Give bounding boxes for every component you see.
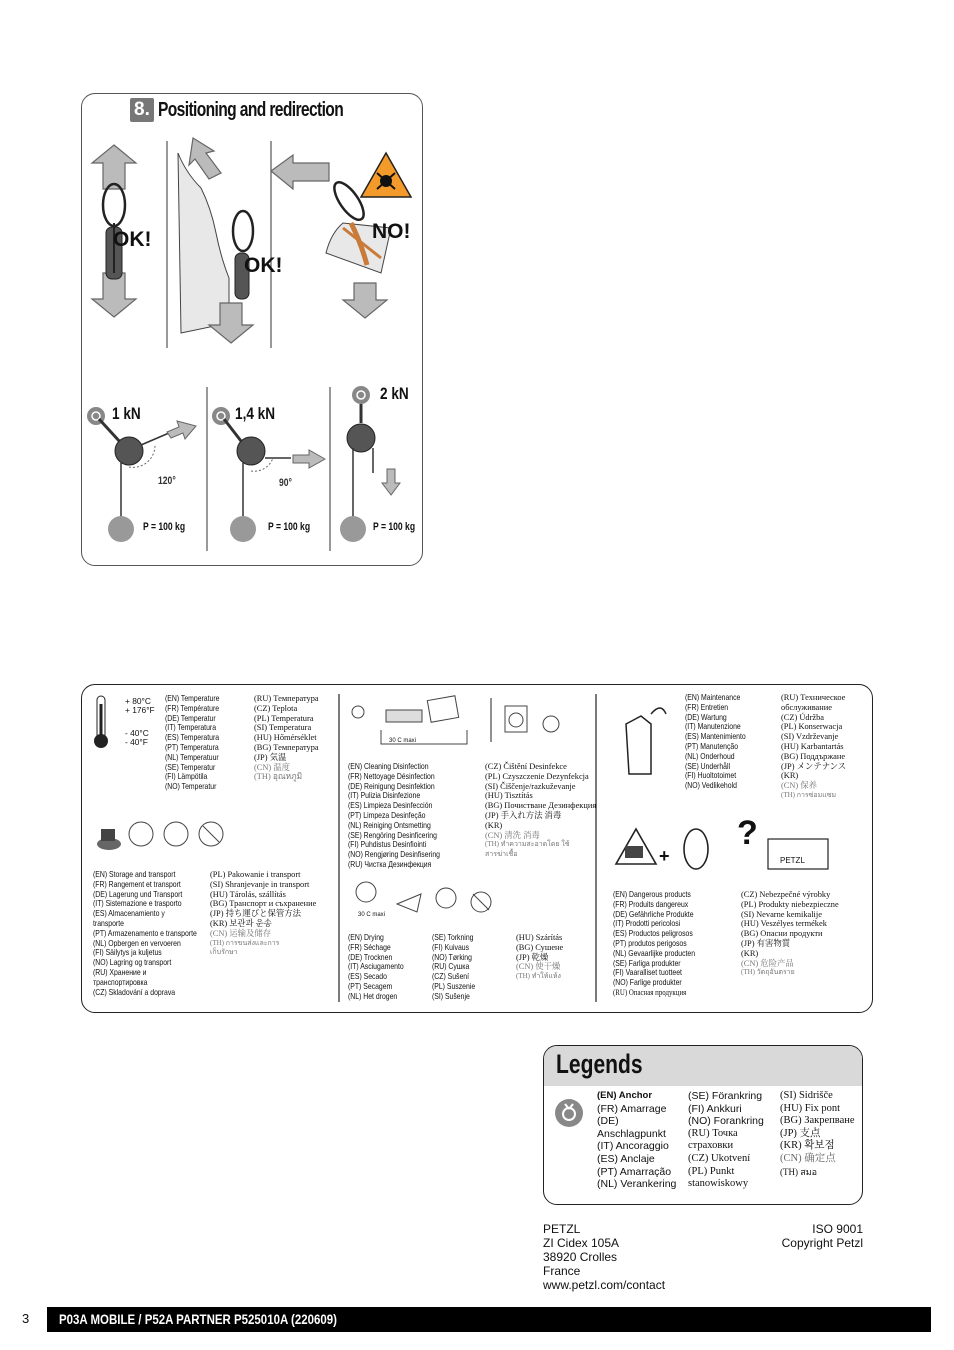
drying-icons (356, 882, 491, 912)
max-temp-c: + 80°C (125, 696, 151, 706)
certification-block: ISO 9001 Copyright Petzl (781, 1222, 863, 1250)
hand-wash-icon (352, 706, 364, 718)
pulley-icon (237, 437, 265, 465)
legend-list-1: (EN) Anchor (FR) Amarrage (DE) Anschlagpunkt (IT) Ancoraggio (ES) Anclaje (PT) Amarração (NL) Verankering (597, 1090, 677, 1191)
angle-label: 120° (158, 475, 176, 487)
drying-list-1: (EN) Drying (FR) Séchage (DE) Trocknen (IT) Asciugamento (ES) Secado (PT) Secagem (NL) Het drogen (348, 932, 404, 1001)
tangled-rope-icon (543, 716, 559, 732)
document-reference: P03A MOBILE / P52A PARTNER P525010A (220609) (59, 1311, 337, 1327)
temperature-list-1: (EN) Temperature (FR) Température (DE) Temperatur (IT) Temperatura (ES) Temperatura (PT) Temperatura (NL) Temperatuur (SE) Temperatur (FI) Lämpötila (NO) Temperatur (165, 693, 220, 792)
mass-label: P = 100 kg (143, 521, 186, 533)
cleaning-list-1: (EN) Cleaning Disinfection (FR) Nettoyage Désinfection (DE) Reinigung Desinfektion (IT) Pulizia Disinfezione (ES) Limpieza Desinfección (PT) Limpeza Desinfeção (NL) Reiniging Ontsmetting (SE) Rengöring Desinficering (FI) Puhdistus Desinfiointi (NO) Rengjøring Desinfisering (RU) Чистка Дезинфекция (348, 761, 440, 869)
washing-machine-icon (505, 706, 527, 732)
carabiner-icon (233, 211, 253, 251)
down-arrow-icon (343, 283, 387, 318)
company-address: PETZL ZI Cidex 105A 38920 Crolles France www.petzl.com/contact (543, 1222, 666, 1292)
basin-icon (427, 696, 458, 723)
section-title-text: Positioning and redirection (157, 98, 343, 121)
redirection-ok-illustration (178, 138, 253, 343)
anchor-icon (554, 1098, 584, 1128)
maintenance-list-2: (RU) Техническое обслуживание (CZ) Údržba (PL) Konserwacja (SI) Vzdrževanje (HU) Karbantartás (BG) Поддържане (JP) メンテナンス (KR) (CN) 保养 (TH) การซ่อมแซม (781, 693, 847, 799)
force-label: 1,4 kN (235, 404, 276, 423)
no-label: NO! (372, 220, 411, 243)
cleaning-temp-label: 30 C maxi (389, 738, 417, 744)
force-label: 1 kN (112, 404, 141, 423)
load-mass-icon (340, 516, 366, 542)
page-number: 3 (22, 1311, 30, 1326)
load-mass-icon (108, 516, 134, 542)
pull-arrow-icon (382, 469, 400, 495)
load-mass-icon (230, 516, 256, 542)
legend-list-3: (SI) Sidrišče (HU) Fix pont (BG) Закрепване (JP) 支点 (KR) 확보점 (CN) 确定点 (TH) สมอ (780, 1090, 855, 1177)
force-label: 2 kN (380, 384, 409, 403)
min-temp-c: - 40°C (125, 728, 149, 738)
pull-arrow-icon (167, 421, 196, 439)
hanging-rope-icon (397, 894, 421, 912)
storage-list-1: (EN) Storage and transport (FR) Rangement et transport (DE) Lagerung und Transport (IT) Sistemazione e trasporto (ES) Almacenamiento y transporte (PT) Armazenamento e transporte (NL) Opbergen en vervoeren (FI) Säilytys ja kuljetus (NO) Lagring og transport (RU) Хранение и транспортировка (CZ) Skladování a doprava (93, 869, 197, 997)
diagonal-arrow-icon (189, 138, 221, 179)
mass-label: P = 100 kg (373, 521, 416, 533)
fan-icon (164, 822, 188, 846)
petzl-box-label: PETZL (780, 856, 805, 865)
ok-label: OK! (113, 228, 152, 251)
sun-crossed-icon (436, 888, 456, 908)
pull-arrow-icon (293, 450, 325, 468)
drying-list-3: (HU) Szárítás (BG) Сушене (JP) 乾燥 (CN) 使干燥 (TH) ทำให้แห้ง (516, 933, 564, 981)
positioning-illustrations (81, 93, 422, 565)
document-reference-bar (47, 1307, 931, 1332)
max-temp-f: + 176°F (125, 705, 155, 715)
heat-icon (356, 882, 376, 902)
storage-list-2: (PL) Pakowanie i transport (SI) Shranjevanje in transport (HU) Tárolás, szállítás (BG) Транспорт и съхранение (JP) 持ち運びと保管方法 (KR) 보관과 운송 (CN) 运输及储存 (TH) การขนส่งและการ เก็บรักษา (210, 870, 317, 957)
up-arrow-icon (92, 145, 136, 189)
pulley-soak-icon (386, 710, 422, 722)
pulley-icon (115, 437, 143, 465)
legends-title: Legends (556, 1049, 643, 1079)
angle-label: 90° (279, 477, 292, 489)
anchor-icon (352, 386, 370, 404)
carabiner-icon (103, 184, 125, 226)
heat-icon (129, 822, 153, 846)
question-mark: ? (737, 814, 758, 852)
ok-label: OK! (244, 254, 283, 277)
storage-icons (97, 822, 223, 850)
min-temp-f: - 40°F (125, 737, 148, 747)
carabiner-icon (329, 178, 369, 224)
maintenance-list-1: (EN) Maintenance (FR) Entretien (DE) Wartung (IT) Manutenzione (ES) Mantenimiento (PT) Manutenção (NL) Onderhoud (SE) Underhåll (FI) Huoltotoimet (NO) Vedlikehold (685, 692, 746, 791)
drying-temp-label: 30 C maxi (358, 912, 386, 918)
dangerous-list-2: (CZ) Nebezpečné výrobky (PL) Produkty niebezpieczne (SI) Nevarne kemikalije (HU) Veszélyes termékek (BG) Опасни продукти (JP) 有害物質 (KR) (CN) 危险产品 (TH) วัตถุอันตราย (741, 890, 839, 977)
mass-label: P = 100 kg (268, 521, 311, 533)
temperature-list-2: (RU) Температура (CZ) Teplota (PL) Temperatura (SI) Temperatura (HU) Hőmérséklet (BG) Температура (JP) 気温 (CN) 温度 (TH) อุณหภูมิ (254, 694, 319, 782)
left-arrow-icon (271, 155, 329, 189)
oil-bottle-icon (626, 716, 651, 774)
legend-list-2: (SE) Förankring (FI) Ankkuri (NO) Forankring (RU) Точка страховки (CZ) Ukotvení (PL) Punkt stanowiskowy (688, 1090, 764, 1190)
load-diagram-3 (340, 386, 400, 542)
pulley-icon (347, 424, 375, 452)
svg-text:+: + (659, 846, 670, 866)
dangerous-list-1: (EN) Dangerous products (FR) Produits dangereux (DE) Gefährliche Produkte (IT) Prodotti pericolosi (ES) Productos peligrosos (PT) produtos perigosos (NL) Gevaarlijke producten (SE) Farliga produkter (FI) Vaaralliset tuotteet (NO) Farlige produkter (RU) Опасная продукция (613, 889, 696, 997)
cleaning-icons (352, 696, 559, 744)
down-arrow-icon (92, 273, 136, 317)
legends-header (544, 1046, 862, 1086)
section-number-badge: 8. (130, 98, 154, 122)
cleaning-list-2: (CZ) Čištění Desinfekce (PL) Czyszczenie Dezynfekcja (SI) Čiščenje/razkuževanje (HU) Tisztítás (BG) Почистване Дезинфекция (JP) 手入れ方法 消毒 (KR) (CN) 清洗 消毒 (TH) ทำความสะอาดโดย ใช้ สารฆ่าเชื้อ (485, 762, 597, 859)
legends-box (543, 1045, 863, 1205)
pulley-device-icon (684, 829, 708, 869)
drying-list-2: (SE) Torkning (FI) Kuivaus (NO) Tørking (RU) Сушка (CZ) Sušení (PL) Suszenie (SI) Sušenje (432, 932, 476, 1001)
